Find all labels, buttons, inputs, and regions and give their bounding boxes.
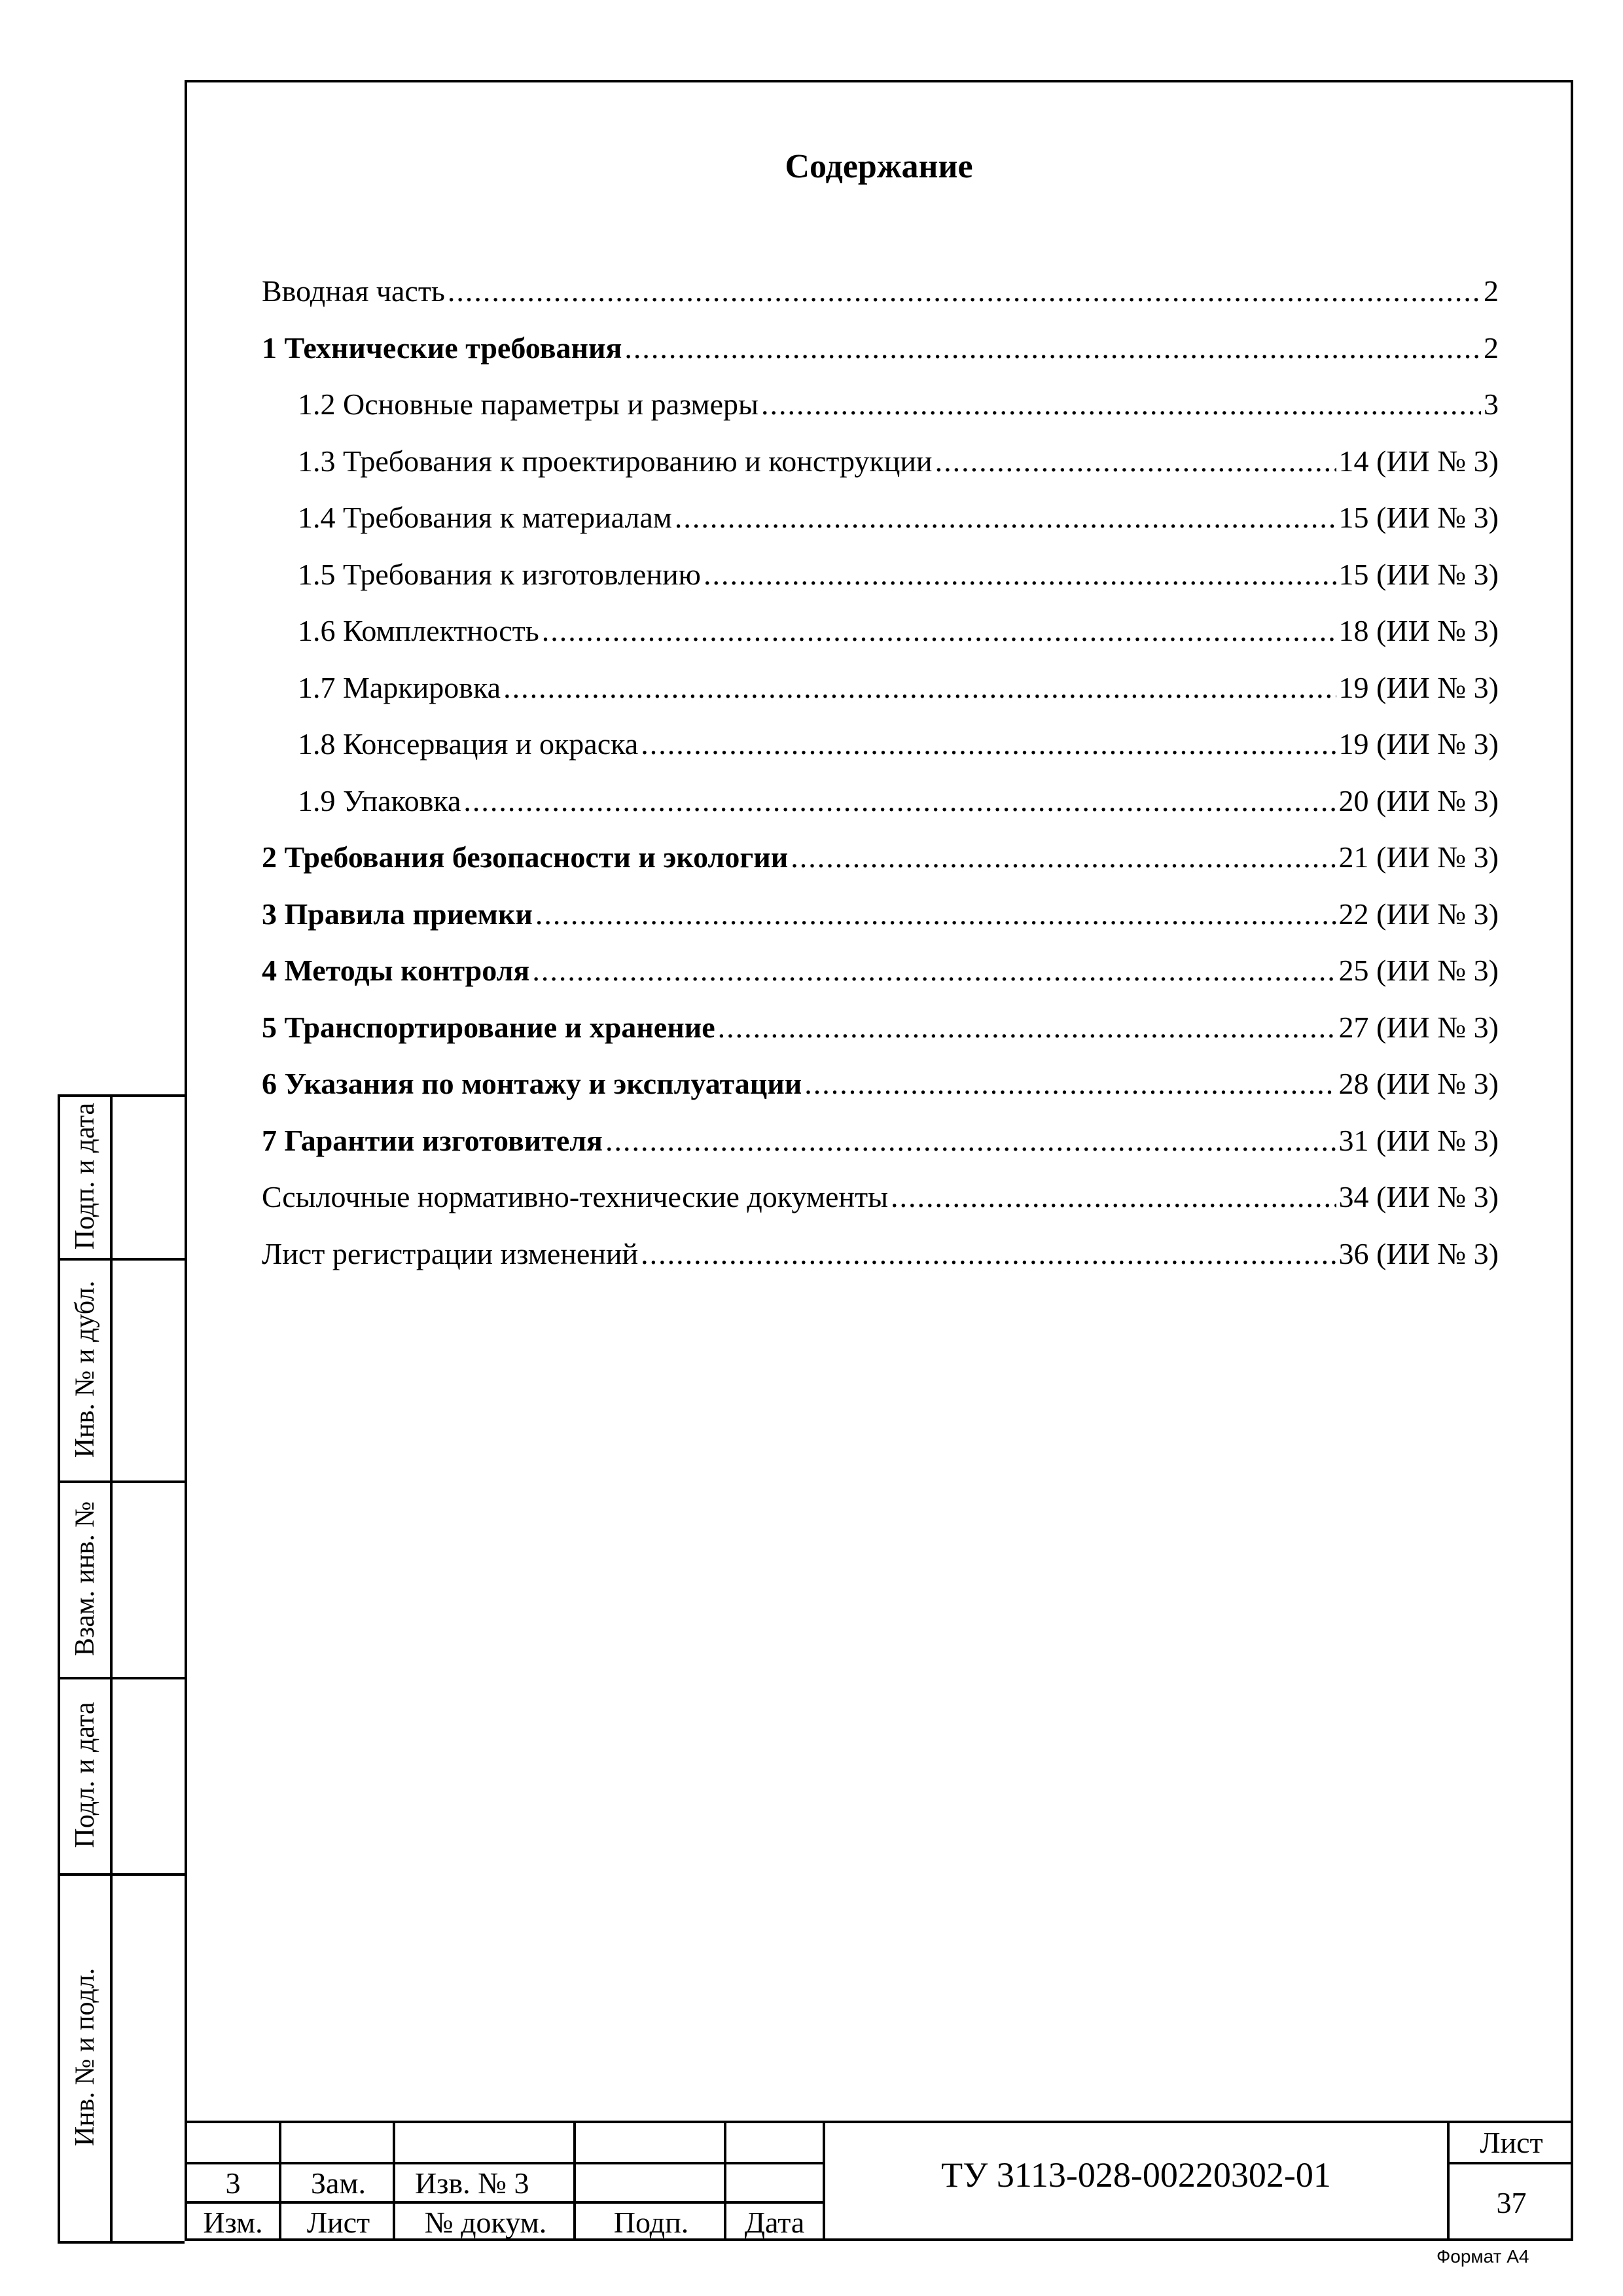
toc-entry-page: 18 (ИИ № 3) bbox=[1338, 614, 1499, 647]
document-number: ТУ 3113-028-00220302-01 bbox=[941, 2155, 1331, 2195]
toc-entry-page: 15 (ИИ № 3) bbox=[1338, 501, 1499, 534]
toc-entry bbox=[262, 951, 1499, 990]
toc-entry-label: 1.2 Основные параметры и размеры bbox=[298, 387, 758, 421]
toc-entry-page: 27 (ИИ № 3) bbox=[1338, 1011, 1499, 1044]
toc-entry-label: 1.9 Упаковка bbox=[298, 784, 461, 817]
toc-leader-dots bbox=[503, 668, 1336, 708]
toc-entry-page: 25 (ИИ № 3) bbox=[1338, 954, 1499, 987]
toc-entry bbox=[262, 1008, 1499, 1047]
toc-entry-label: 1 Технические требования bbox=[262, 331, 622, 365]
toc-entry bbox=[298, 498, 1499, 537]
toc-leader-dots bbox=[791, 838, 1336, 877]
header-date: Дата bbox=[744, 2206, 805, 2239]
toc-leader-dots bbox=[935, 442, 1336, 481]
toc-leader-dots bbox=[804, 1064, 1336, 1103]
toc-leader-dots bbox=[718, 1008, 1336, 1047]
toc-entry-label: 1.5 Требования к изготовлению bbox=[298, 558, 701, 591]
toc-entry-label: 4 Методы контроля bbox=[262, 954, 530, 987]
toc-entry-page: 15 (ИИ № 3) bbox=[1338, 558, 1499, 591]
toc-entry bbox=[262, 1064, 1499, 1103]
toc-entry bbox=[298, 555, 1499, 594]
change-number: 3 bbox=[225, 2166, 241, 2200]
toc-leader-dots bbox=[542, 611, 1336, 651]
change-document: Изв. № 3 bbox=[415, 2166, 529, 2200]
toc-entry-page: 19 (ИИ № 3) bbox=[1338, 671, 1499, 704]
toc-entry bbox=[298, 668, 1499, 708]
toc-leader-dots bbox=[463, 781, 1336, 821]
toc-leader-dots bbox=[448, 272, 1481, 311]
toc-entry-page: 2 bbox=[1484, 331, 1499, 365]
side-stamp-label: Инв. № и дубл. bbox=[70, 1280, 100, 1458]
toc-entry-page: 21 (ИИ № 3) bbox=[1338, 840, 1499, 874]
header-izm: Изм. bbox=[203, 2206, 263, 2239]
toc-entry bbox=[298, 781, 1499, 821]
toc-leader-dots bbox=[641, 1234, 1336, 1274]
sheet-label: Лист bbox=[1480, 2126, 1543, 2159]
sheet-number: 37 bbox=[1496, 2186, 1527, 2219]
change-sheet: Зам. bbox=[310, 2166, 366, 2200]
toc-entry bbox=[298, 611, 1499, 651]
toc-entry-label: 1.3 Требования к проектированию и конструкции bbox=[298, 444, 933, 478]
toc-entry-label: 7 Гарантии изготовителя bbox=[262, 1124, 603, 1157]
toc-entry-page: 20 (ИИ № 3) bbox=[1338, 784, 1499, 817]
toc-entry-page: 34 (ИИ № 3) bbox=[1338, 1180, 1499, 1213]
toc-entry-label: 5 Транспортирование и хранение bbox=[262, 1011, 715, 1044]
toc-entry bbox=[298, 442, 1499, 481]
toc-leader-dots bbox=[605, 1121, 1336, 1160]
toc-leader-dots bbox=[535, 895, 1336, 934]
toc-entry-label: 1.8 Консервация и окраска bbox=[298, 727, 639, 761]
toc-entry-page: 3 bbox=[1484, 387, 1499, 421]
toc-entry bbox=[262, 895, 1499, 934]
toc-entry bbox=[262, 1234, 1499, 1274]
toc-entry-label: Вводная часть bbox=[262, 274, 445, 308]
toc-entry bbox=[298, 385, 1499, 424]
toc-entry-label: 1.4 Требования к материалам bbox=[298, 501, 672, 534]
toc-entry-page: 19 (ИИ № 3) bbox=[1338, 727, 1499, 761]
header-doc: № докум. bbox=[424, 2206, 547, 2239]
toc-entry bbox=[262, 838, 1499, 877]
toc-entry-label: Лист регистрации изменений bbox=[262, 1237, 639, 1270]
toc-entry-page: 36 (ИИ № 3) bbox=[1338, 1237, 1499, 1270]
toc-entry-label: 1.7 Маркировка bbox=[298, 671, 501, 704]
page-title: Содержание bbox=[785, 148, 973, 185]
toc-entry-page: 31 (ИИ № 3) bbox=[1338, 1124, 1499, 1157]
toc-entry-page: 2 bbox=[1484, 274, 1499, 308]
side-stamp-label: Подл. и дата bbox=[70, 1702, 100, 1848]
toc-leader-dots bbox=[704, 555, 1336, 594]
side-stamp-label: Подп. и дата bbox=[70, 1102, 100, 1250]
header-list: Лист bbox=[306, 2206, 370, 2239]
toc-entry bbox=[262, 329, 1499, 368]
header-sign: Подп. bbox=[613, 2206, 689, 2239]
side-stamp-label: Взам. инв. № bbox=[70, 1501, 100, 1657]
toc-leader-dots bbox=[761, 385, 1481, 424]
toc-entry-label: 1.6 Комплектность bbox=[298, 614, 539, 647]
toc-leader-dots bbox=[675, 498, 1336, 537]
toc-leader-dots bbox=[641, 725, 1336, 764]
toc-entry bbox=[262, 1177, 1499, 1217]
toc-leader-dots bbox=[624, 329, 1481, 368]
toc-entry-page: 14 (ИИ № 3) bbox=[1338, 444, 1499, 478]
toc-entry-label: 2 Требования безопасности и экологии bbox=[262, 840, 789, 874]
toc-leader-dots bbox=[891, 1177, 1336, 1217]
toc-entry-label: 3 Правила приемки bbox=[262, 897, 533, 931]
toc-entry bbox=[262, 1121, 1499, 1160]
side-stamp-label: Инв. № и подл. bbox=[70, 1967, 100, 2147]
toc-entry-label: 6 Указания по монтажу и эксплуатации bbox=[262, 1067, 802, 1100]
toc-entry bbox=[298, 725, 1499, 764]
toc-entry-page: 28 (ИИ № 3) bbox=[1338, 1067, 1499, 1100]
toc-entry bbox=[262, 272, 1499, 311]
toc-entry-label: Ссылочные нормативно-технические документы bbox=[262, 1180, 889, 1213]
format-label: Формат А4 bbox=[1436, 2246, 1529, 2267]
toc-leader-dots bbox=[532, 951, 1336, 990]
toc-entry-page: 22 (ИИ № 3) bbox=[1338, 897, 1499, 931]
